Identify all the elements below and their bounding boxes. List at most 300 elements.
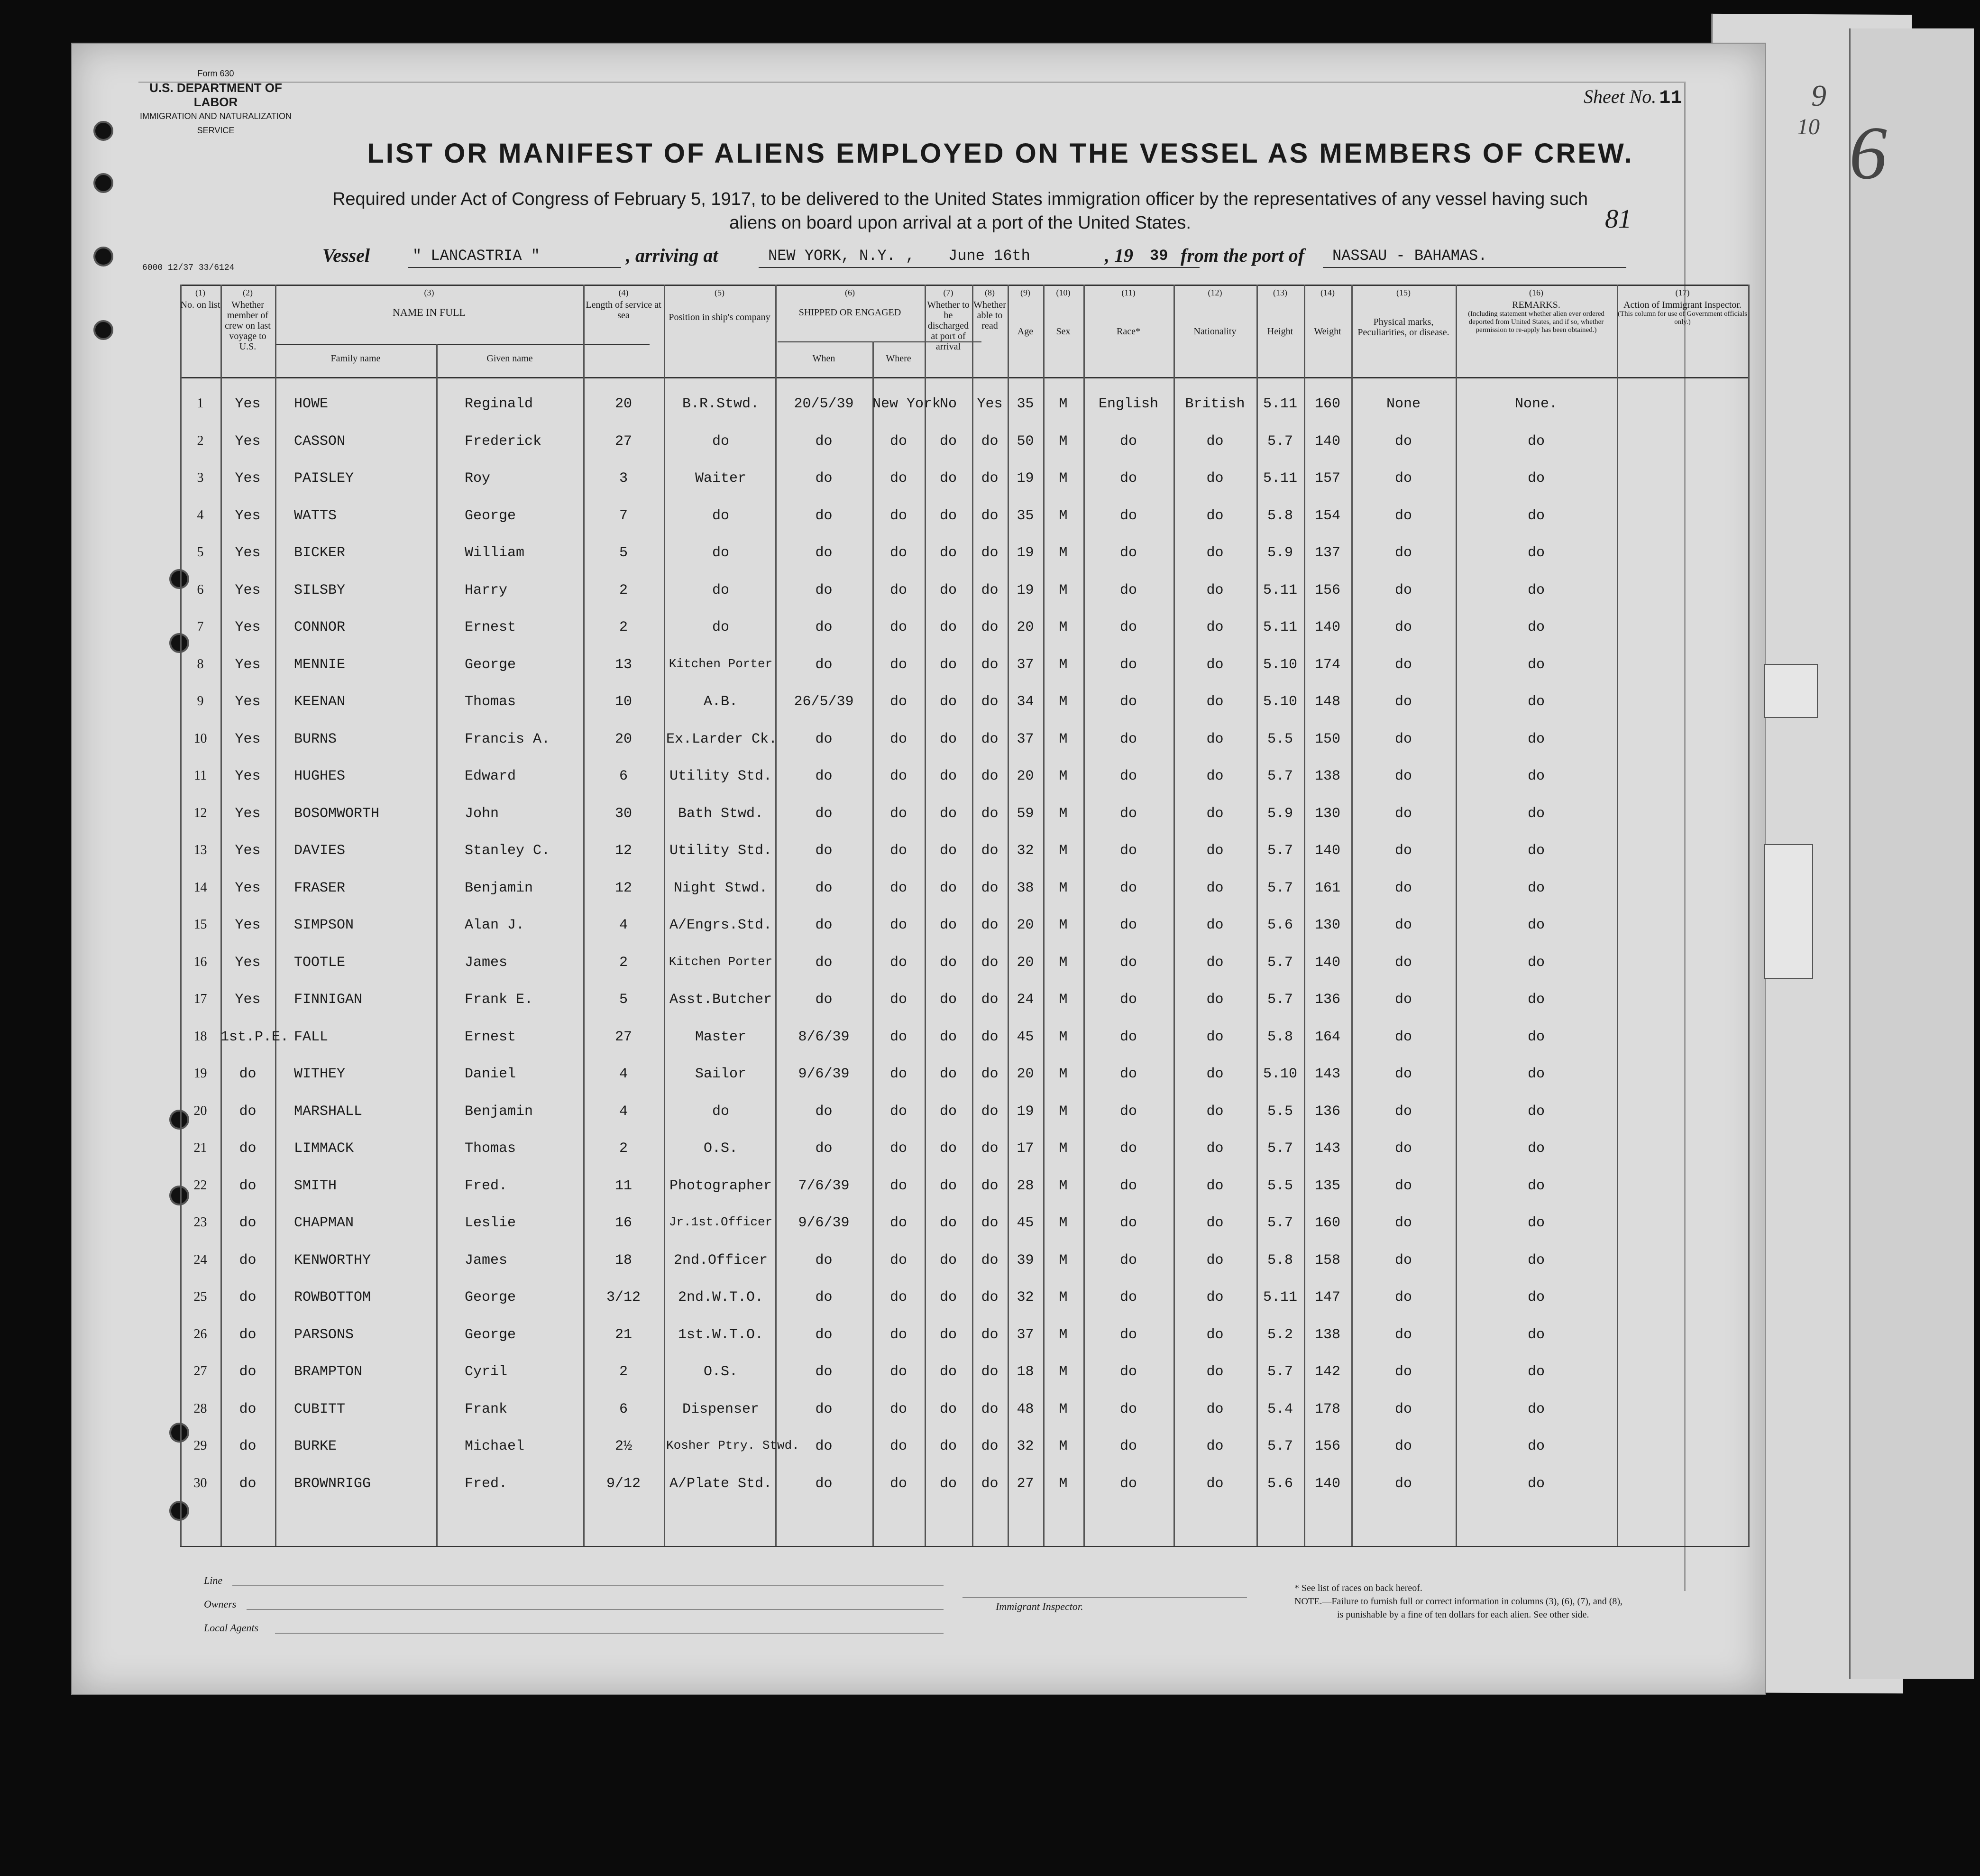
- header-col-sublabel: (This column for use of Government officials only.): [1618, 310, 1747, 326]
- paper-tab: [1764, 664, 1818, 718]
- cell-remarks: do: [1527, 805, 1545, 822]
- cell-position: 1st.W.T.O.: [678, 1326, 764, 1343]
- cell-race: do: [1119, 1438, 1137, 1454]
- cell-read: do: [981, 992, 999, 1008]
- cell-discharged: do: [939, 470, 957, 487]
- cell-when: do: [815, 433, 833, 450]
- cell-height: 5.8: [1267, 507, 1293, 524]
- cell-remarks: do: [1527, 1140, 1545, 1157]
- cell-age: 19: [1017, 582, 1034, 598]
- cell-sex: M: [1059, 1177, 1068, 1194]
- cell-age: 19: [1017, 470, 1034, 487]
- cell-where: do: [889, 1364, 907, 1380]
- cell-family: MENNIE: [294, 656, 346, 673]
- cell-nationality: do: [1206, 582, 1224, 598]
- cell-marks: do: [1394, 731, 1412, 747]
- cell-marks: do: [1394, 880, 1412, 896]
- cell-position: Photographer: [669, 1177, 772, 1194]
- cell-sex: M: [1059, 917, 1068, 933]
- cell-nationality: do: [1206, 507, 1224, 524]
- cell-sex: M: [1059, 805, 1068, 822]
- cell-where: do: [889, 917, 907, 933]
- cell-height: 5.6: [1267, 1475, 1293, 1492]
- cell-sex: M: [1059, 1326, 1068, 1343]
- cell-race: do: [1119, 992, 1137, 1008]
- cell-race: do: [1119, 545, 1137, 561]
- cell-race: do: [1119, 954, 1137, 971]
- cell-given: Fred.: [465, 1177, 508, 1194]
- cell-when: do: [815, 992, 833, 1008]
- inspector-label: Immigrant Inspector.: [996, 1600, 1083, 1612]
- cell-no: 18: [193, 1029, 207, 1044]
- header-col-number: (6): [845, 288, 855, 297]
- cell-age: 35: [1017, 396, 1034, 412]
- cell-sex: M: [1059, 656, 1068, 673]
- cell-read: do: [981, 470, 999, 487]
- cell-sex: M: [1059, 1103, 1068, 1120]
- page-subtitle: [303, 187, 1617, 235]
- cell-service: 5: [619, 545, 628, 561]
- cell-sex: M: [1059, 1475, 1068, 1492]
- cell-race: English: [1098, 396, 1159, 412]
- cell-position: Kitchen Porter: [669, 954, 773, 969]
- cell-where: do: [889, 1475, 907, 1492]
- cell-family: WITHEY: [294, 1066, 346, 1082]
- cell-remarks: do: [1527, 1364, 1545, 1380]
- cell-height: 5.7: [1267, 433, 1293, 450]
- header-service: [583, 287, 664, 321]
- cell-nationality: do: [1206, 843, 1224, 859]
- cell-discharged: do: [939, 1326, 957, 1343]
- header-col-number: (15): [1396, 288, 1411, 297]
- cell-crew: do: [239, 1252, 257, 1269]
- cell-marks: do: [1394, 1029, 1412, 1045]
- cell-race: do: [1119, 1289, 1137, 1306]
- cell-read: do: [981, 917, 999, 933]
- cell-sex: M: [1059, 1364, 1068, 1380]
- cell-read: do: [981, 1326, 999, 1343]
- header-col-number: (17): [1675, 288, 1690, 297]
- cell-read: do: [981, 619, 999, 635]
- cell-crew: Yes: [235, 880, 261, 896]
- cell-given: James: [465, 1252, 508, 1269]
- cell-race: do: [1119, 694, 1137, 710]
- cell-discharged: do: [939, 1252, 957, 1269]
- cell-position: Kosher Ptry. Stwd.: [666, 1438, 799, 1453]
- cell-marks: do: [1394, 843, 1412, 859]
- footer-owners-label: Owners: [204, 1598, 237, 1610]
- cell-position: B.R.Stwd.: [682, 396, 760, 412]
- cell-weight: 140: [1314, 433, 1340, 450]
- cell-remarks: do: [1527, 694, 1545, 710]
- cell-position: Bath Stwd.: [678, 805, 764, 822]
- table-rule: [180, 377, 1750, 378]
- cell-weight: 157: [1314, 470, 1340, 487]
- cell-remarks: do: [1527, 1401, 1545, 1417]
- cell-family: KENWORTHY: [294, 1252, 371, 1269]
- department-name: U.S. DEPARTMENT OF LABOR: [149, 81, 282, 109]
- cell-sex: M: [1059, 1215, 1068, 1231]
- cell-remarks: do: [1527, 545, 1545, 561]
- cell-position: do: [712, 545, 729, 561]
- cell-sex: M: [1059, 433, 1068, 450]
- sheet-number: [1584, 85, 1682, 109]
- underline: [408, 267, 621, 268]
- table-row: [180, 535, 1750, 571]
- cell-nationality: do: [1206, 1289, 1224, 1306]
- cell-crew: Yes: [235, 433, 261, 450]
- cell-weight: 136: [1314, 1103, 1340, 1120]
- cell-age: 20: [1017, 917, 1034, 933]
- cell-age: 19: [1017, 545, 1034, 561]
- cell-no: 14: [193, 880, 207, 895]
- cell-discharged: do: [939, 1029, 957, 1045]
- cell-where: do: [889, 433, 907, 450]
- cell-given: James: [465, 954, 508, 971]
- cell-marks: do: [1394, 1364, 1412, 1380]
- cell-weight: 130: [1314, 917, 1340, 933]
- underline: [759, 267, 1200, 268]
- cell-service: 12: [614, 843, 632, 859]
- header-col-label: SHIPPED OR ENGAGED: [798, 307, 901, 318]
- cell-marks: do: [1394, 545, 1412, 561]
- cell-position: Utility Std.: [669, 768, 772, 784]
- cell-service: 4: [619, 1103, 628, 1120]
- cell-family: BOSOMWORTH: [294, 805, 380, 822]
- table-row: [180, 1243, 1750, 1279]
- cell-age: 32: [1017, 1438, 1034, 1454]
- table-row: [180, 796, 1750, 832]
- cell-where: do: [889, 1140, 907, 1157]
- cell-given: George: [465, 1326, 516, 1343]
- cell-no: 6: [197, 582, 204, 597]
- year-label: , 19: [1105, 245, 1133, 266]
- cell-weight: 135: [1314, 1177, 1340, 1194]
- cell-crew: Yes: [235, 396, 261, 412]
- cell-given: Benjamin: [465, 880, 533, 896]
- table-row: [180, 386, 1750, 423]
- background-sheet: [1849, 28, 1974, 1679]
- cell-service: 2: [619, 1364, 628, 1380]
- cell-family: KEENAN: [294, 694, 346, 710]
- header-col-label: Sex: [1056, 326, 1071, 337]
- cell-where: do: [889, 545, 907, 561]
- cell-no: 16: [193, 954, 207, 969]
- cell-height: 5.9: [1267, 545, 1293, 561]
- cell-weight: 140: [1314, 843, 1340, 859]
- cell-race: do: [1119, 1326, 1137, 1343]
- vessel-line: [322, 244, 1626, 268]
- cell-remarks: do: [1527, 954, 1545, 971]
- cell-when: 20/5/39: [794, 396, 854, 412]
- cell-remarks: do: [1527, 1475, 1545, 1492]
- cell-weight: 140: [1314, 619, 1340, 635]
- cell-no: 30: [193, 1475, 207, 1490]
- cell-weight: 160: [1314, 396, 1340, 412]
- cell-marks: do: [1394, 1252, 1412, 1269]
- cell-sex: M: [1059, 694, 1068, 710]
- cell-remarks: do: [1527, 1289, 1545, 1306]
- cell-given: Frank E.: [465, 992, 533, 1008]
- cell-age: 50: [1017, 433, 1034, 450]
- cell-family: FINNIGAN: [294, 992, 363, 1008]
- header-col-label: Length of service at sea: [586, 300, 661, 321]
- cell-height: 5.4: [1267, 1401, 1293, 1417]
- cell-age: 45: [1017, 1029, 1034, 1045]
- underline: [1323, 267, 1626, 268]
- cell-weight: 138: [1314, 768, 1340, 784]
- page-number: 81: [1605, 204, 1632, 234]
- table-row: [180, 461, 1750, 497]
- cell-service: 2: [619, 1140, 628, 1157]
- cell-nationality: do: [1206, 694, 1224, 710]
- cell-weight: 164: [1314, 1029, 1340, 1045]
- header-col-number: (16): [1529, 288, 1543, 297]
- cell-where: do: [889, 470, 907, 487]
- cell-remarks: do: [1527, 917, 1545, 933]
- cell-sex: M: [1059, 1066, 1068, 1082]
- cell-read: do: [981, 1401, 999, 1417]
- cell-position: A/Plate Std.: [669, 1475, 772, 1492]
- table-row: [180, 833, 1750, 869]
- cell-weight: 174: [1314, 656, 1340, 673]
- cell-no: 27: [193, 1364, 207, 1379]
- cell-crew: Yes: [235, 694, 261, 710]
- cell-when: do: [815, 768, 833, 784]
- header-col-label: Whether member of crew on last voyage to U.S.: [225, 300, 271, 352]
- cell-service: 20: [614, 396, 632, 412]
- header-no: [180, 287, 220, 310]
- cell-nationality: do: [1206, 1177, 1224, 1194]
- cell-race: do: [1119, 1401, 1137, 1417]
- cell-crew: Yes: [235, 656, 261, 673]
- cell-where: do: [889, 507, 907, 524]
- margin-mark: 10: [1797, 114, 1820, 139]
- cell-no: 2: [197, 433, 204, 448]
- cell-position: Master: [695, 1029, 747, 1045]
- table-row: [180, 982, 1750, 1018]
- cell-service: 3/12: [606, 1289, 641, 1306]
- cell-position: Jr.1st.Officer: [669, 1215, 773, 1229]
- table-row: [180, 1094, 1750, 1130]
- cell-nationality: do: [1206, 731, 1224, 747]
- cell-given: Benjamin: [465, 1103, 533, 1120]
- cell-remarks: do: [1527, 1215, 1545, 1231]
- cell-family: DAVIES: [294, 843, 346, 859]
- cell-crew: do: [239, 1438, 257, 1454]
- cell-read: do: [981, 768, 999, 784]
- cell-weight: 140: [1314, 1475, 1340, 1492]
- cell-marks: do: [1394, 917, 1412, 933]
- cell-crew: Yes: [235, 582, 261, 598]
- cell-height: 5.8: [1267, 1252, 1293, 1269]
- cell-given: George: [465, 656, 516, 673]
- cell-service: 4: [619, 917, 628, 933]
- cell-height: 5.11: [1263, 1289, 1297, 1306]
- header-marks: [1351, 287, 1456, 338]
- cell-remarks: do: [1527, 843, 1545, 859]
- cell-discharged: do: [939, 1289, 957, 1306]
- cell-position: A.B.: [703, 694, 738, 710]
- cell-remarks: do: [1527, 507, 1545, 524]
- header-where: Where: [886, 353, 911, 364]
- cell-age: 37: [1017, 656, 1034, 673]
- cell-where: do: [889, 731, 907, 747]
- cell-family: PARSONS: [294, 1326, 354, 1343]
- cell-service: 16: [614, 1215, 632, 1231]
- cell-height: 5.7: [1267, 1438, 1293, 1454]
- cell-family: LIMMACK: [294, 1140, 354, 1157]
- departure-port: NASSAU - BAHAMAS.: [1332, 247, 1487, 265]
- cell-nationality: British: [1185, 396, 1245, 412]
- cell-read: do: [981, 1066, 999, 1082]
- cell-crew: Yes: [235, 992, 261, 1008]
- cell-sex: M: [1059, 1289, 1068, 1306]
- cell-race: do: [1119, 1364, 1137, 1380]
- cell-read: do: [981, 433, 999, 450]
- cell-read: do: [981, 1252, 999, 1269]
- cell-height: 5.7: [1267, 1215, 1293, 1231]
- header-col-label: Whether to be discharged at port of arrival: [927, 300, 970, 352]
- table-row: [180, 610, 1750, 646]
- cell-sex: M: [1059, 843, 1068, 859]
- cell-remarks: do: [1527, 1103, 1545, 1120]
- cell-nationality: do: [1206, 656, 1224, 673]
- cell-sex: M: [1059, 545, 1068, 561]
- cell-sex: M: [1059, 582, 1068, 598]
- cell-age: 18: [1017, 1364, 1034, 1380]
- cell-age: 17: [1017, 1140, 1034, 1157]
- cell-crew: do: [239, 1103, 257, 1120]
- cell-read: Yes: [977, 396, 1003, 412]
- cell-family: BURKE: [294, 1438, 337, 1454]
- service-name: IMMIGRATION AND NATURALIZATION SERVICE: [140, 111, 292, 135]
- cell-marks: do: [1394, 992, 1412, 1008]
- cell-when: do: [815, 582, 833, 598]
- cell-when: do: [815, 1326, 833, 1343]
- print-code: 6000 12/37 33/6124: [142, 263, 235, 273]
- cell-weight: 130: [1314, 805, 1340, 822]
- header-col-label: NAME IN FULL: [393, 306, 466, 318]
- cell-weight: 137: [1314, 545, 1340, 561]
- cell-where: do: [889, 582, 907, 598]
- cell-sex: M: [1059, 619, 1068, 635]
- cell-sex: M: [1059, 954, 1068, 971]
- cell-race: do: [1119, 1252, 1137, 1269]
- cell-when: do: [815, 619, 833, 635]
- cell-height: 5.6: [1267, 917, 1293, 933]
- cell-position: Sailor: [695, 1066, 747, 1082]
- cell-service: 11: [614, 1177, 632, 1194]
- cell-no: 29: [193, 1438, 207, 1453]
- cell-where: do: [889, 954, 907, 971]
- footer-note: [1294, 1582, 1721, 1621]
- cell-position: O.S.: [703, 1140, 738, 1157]
- cell-race: do: [1119, 470, 1137, 487]
- cell-no: 17: [193, 992, 207, 1006]
- cell-read: do: [981, 582, 999, 598]
- cell-service: 5: [619, 992, 628, 1008]
- cell-given: William: [465, 545, 525, 561]
- cell-weight: 136: [1314, 992, 1340, 1008]
- cell-age: 37: [1017, 731, 1034, 747]
- cell-height: 5.11: [1263, 396, 1297, 412]
- cell-no: 19: [193, 1066, 207, 1081]
- header-col-number: (1): [195, 288, 205, 297]
- cell-weight: 148: [1314, 694, 1340, 710]
- cell-nationality: do: [1206, 880, 1224, 896]
- cell-where: do: [889, 843, 907, 859]
- cell-where: do: [889, 1289, 907, 1306]
- cell-given: Daniel: [465, 1066, 516, 1082]
- cell-height: 5.7: [1267, 768, 1293, 784]
- cell-family: CHAPMAN: [294, 1215, 354, 1231]
- footer-rule: [962, 1597, 1247, 1598]
- cell-nationality: do: [1206, 1401, 1224, 1417]
- cell-service: 7: [619, 507, 628, 524]
- cell-family: PAISLEY: [294, 470, 354, 487]
- cell-when: do: [815, 507, 833, 524]
- vessel-name: " LANCASTRIA ": [412, 247, 540, 265]
- cell-crew: do: [239, 1289, 257, 1306]
- sheet-value: 11: [1659, 88, 1682, 109]
- cell-sex: M: [1059, 768, 1068, 784]
- year-value: 39: [1150, 247, 1168, 265]
- cell-where: do: [889, 1438, 907, 1454]
- header-col-number: (14): [1320, 288, 1335, 297]
- cell-marks: do: [1394, 694, 1412, 710]
- cell-height: 5.10: [1263, 1066, 1297, 1082]
- comma: ,: [906, 247, 915, 265]
- cell-read: do: [981, 731, 999, 747]
- note-line: is punishable by a fine of ten dollars for each alien. See other side.: [1337, 1609, 1589, 1620]
- cell-discharged: do: [939, 880, 957, 896]
- cell-crew: Yes: [235, 917, 261, 933]
- cell-family: FALL: [294, 1029, 329, 1045]
- cell-no: 24: [193, 1252, 207, 1267]
- header-col-label: REMARKS.: [1512, 300, 1560, 310]
- cell-race: do: [1119, 1177, 1137, 1194]
- cell-crew: do: [239, 1140, 257, 1157]
- table-row: [180, 871, 1750, 907]
- cell-discharged: do: [939, 1177, 957, 1194]
- cell-read: do: [981, 1215, 999, 1231]
- cell-position: do: [712, 1103, 729, 1120]
- cell-family: CASSON: [294, 433, 346, 450]
- punch-hole: [93, 173, 113, 193]
- header-col-number: (10): [1056, 288, 1071, 297]
- cell-height: 5.7: [1267, 1364, 1293, 1380]
- cell-family: FRASER: [294, 880, 346, 896]
- header-col-number: (5): [715, 288, 724, 297]
- cell-family: CUBITT: [294, 1401, 346, 1417]
- subtitle-line: aliens on board upon arrival at a port of the United States.: [729, 213, 1191, 233]
- cell-nationality: do: [1206, 1029, 1224, 1045]
- cell-race: do: [1119, 1215, 1137, 1231]
- cell-no: 21: [193, 1140, 207, 1155]
- form-number: Form 630: [197, 69, 234, 78]
- table-row: [180, 647, 1750, 683]
- header-given-name: Given name: [486, 353, 533, 364]
- cell-race: do: [1119, 917, 1137, 933]
- cell-marks: do: [1394, 954, 1412, 971]
- table-row: [180, 1354, 1750, 1390]
- cell-no: 3: [197, 470, 204, 485]
- cell-service: 4: [619, 1066, 628, 1082]
- cell-crew: do: [239, 1066, 257, 1082]
- cell-race: do: [1119, 582, 1137, 598]
- cell-remarks: do: [1527, 619, 1545, 635]
